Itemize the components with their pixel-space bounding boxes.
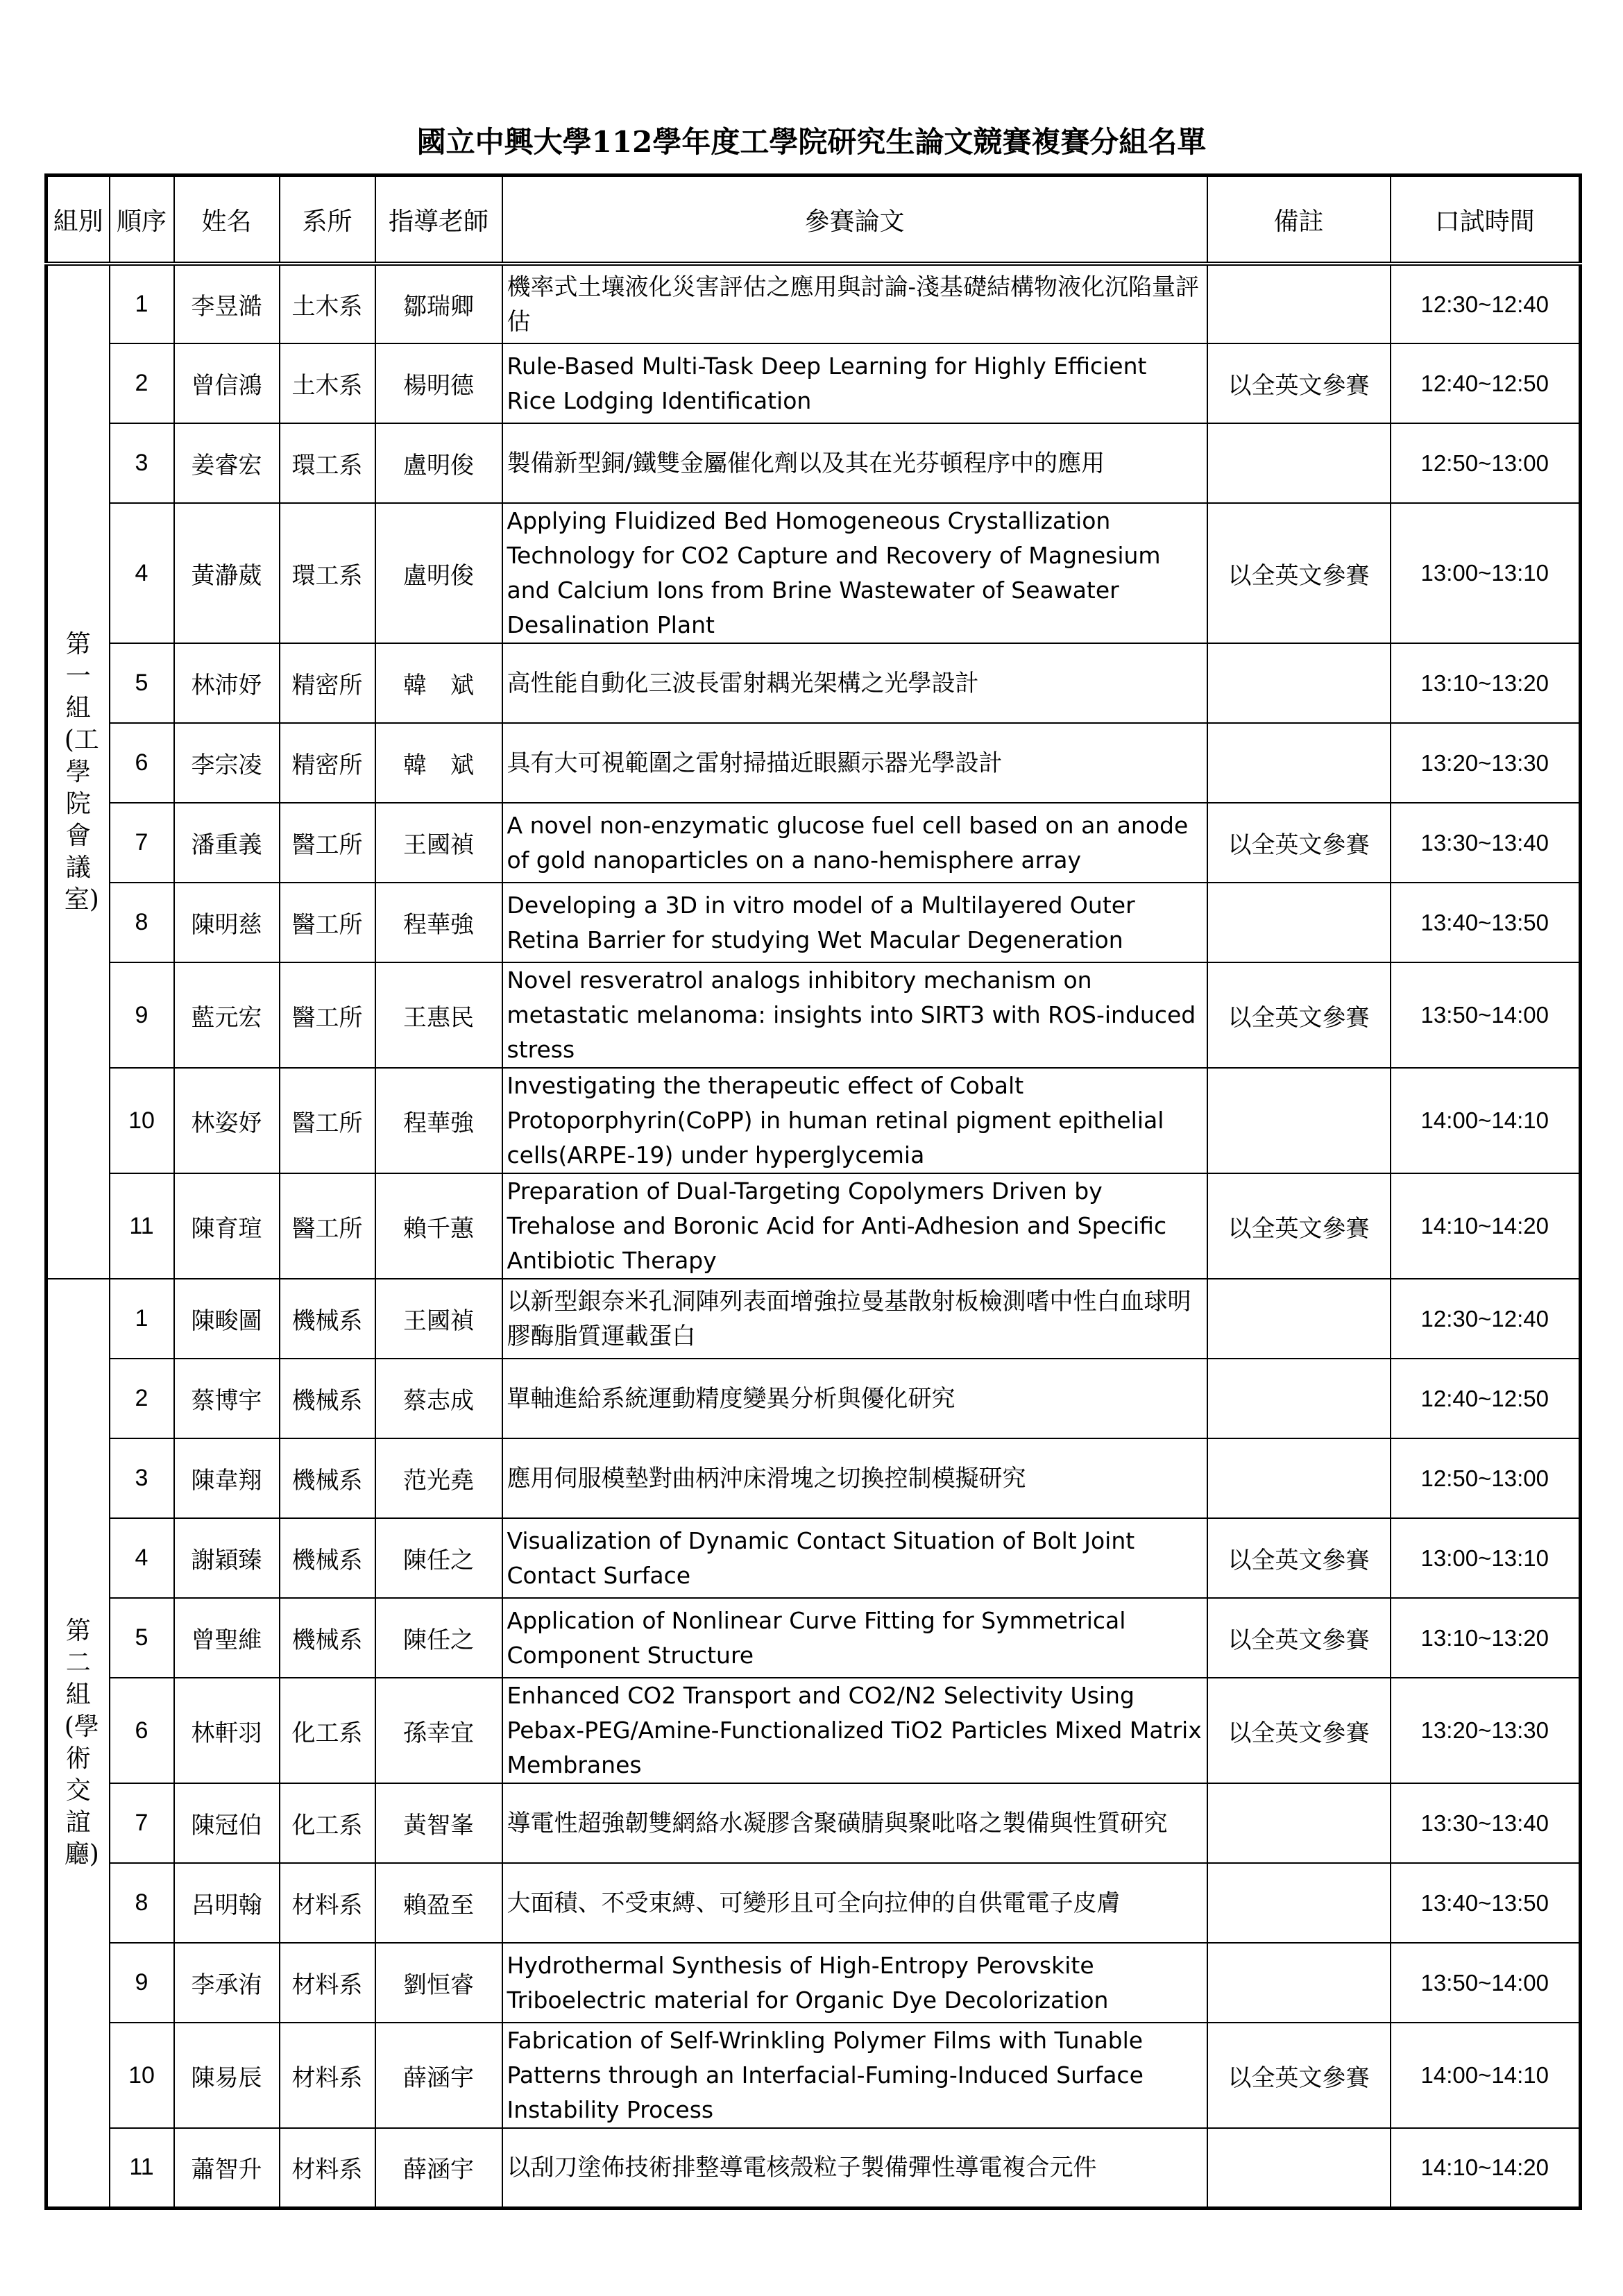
header-advisor: 指導老師 <box>375 176 502 264</box>
note-cell <box>1207 2128 1391 2208</box>
name-cell: 藍元宏 <box>174 962 280 1068</box>
order-cell: 11 <box>110 2128 174 2208</box>
dept-cell: 機械系 <box>280 1279 375 1359</box>
table-row <box>46 643 1581 723</box>
time-cell: 12:50~13:00 <box>1391 1438 1581 1518</box>
header-order: 順序 <box>110 176 174 264</box>
group-label-cell <box>46 1279 110 2208</box>
order-cell: 7 <box>110 1783 174 1863</box>
dept-cell: 醫工所 <box>280 962 375 1068</box>
name-cell: 陳育瑄 <box>174 1173 280 1279</box>
note-cell <box>1207 1279 1391 1359</box>
table-row <box>46 723 1581 803</box>
advisor-cell: 賴盈至 <box>375 1863 502 1943</box>
time-cell: 13:40~13:50 <box>1391 1863 1581 1943</box>
dept-cell: 精密所 <box>280 643 375 723</box>
name-cell: 黃瀞葳 <box>174 503 280 643</box>
paper-cell: 以新型銀奈米孔洞陣列表面增強拉曼基散射板檢測嗜中性白血球明膠酶脂質運載蛋白 <box>502 1279 1207 1359</box>
dept-cell: 化工系 <box>280 1783 375 1863</box>
time-cell: 14:10~14:20 <box>1391 1173 1581 1279</box>
name-cell: 曾信鴻 <box>174 343 280 423</box>
order-cell: 5 <box>110 1598 174 1678</box>
time-cell: 12:40~12:50 <box>1391 1359 1581 1438</box>
note-cell <box>1207 1783 1391 1863</box>
order-cell: 2 <box>110 343 174 423</box>
name-cell: 陳易辰 <box>174 2023 280 2128</box>
order-cell: 9 <box>110 962 174 1068</box>
order-cell: 1 <box>110 1279 174 1359</box>
dept-cell: 機械系 <box>280 1518 375 1598</box>
table-row <box>46 1359 1581 1438</box>
paper-cell: 高性能自動化三波長雷射耦光架構之光學設計 <box>502 643 1207 723</box>
order-cell: 6 <box>110 1678 174 1783</box>
time-cell: 13:50~14:00 <box>1391 1943 1581 2023</box>
paper-cell: 以刮刀塗佈技術排整導電核殼粒子製備彈性導電複合元件 <box>502 2128 1207 2208</box>
advisor-cell: 賴千蕙 <box>375 1173 502 1279</box>
advisor-cell: 楊明德 <box>375 343 502 423</box>
advisor-cell: 陳任之 <box>375 1598 502 1678</box>
paper-cell: Enhanced CO2 Transport and CO2/N2 Selectivity Using Pebax-PEG/Amine-Functionalized TiO2 Particles Mixed Matrix Membranes <box>502 1678 1207 1783</box>
advisor-cell: 范光堯 <box>375 1438 502 1518</box>
advisor-cell: 薛涵宇 <box>375 2023 502 2128</box>
advisor-cell: 盧明俊 <box>375 503 502 643</box>
table-row <box>46 1068 1581 1173</box>
advisor-cell: 孫幸宜 <box>375 1678 502 1783</box>
advisor-cell: 盧明俊 <box>375 423 502 503</box>
paper-cell: A novel non-enzymatic glucose fuel cell based on an anode of gold nanoparticles on a nano-hemisphere array <box>502 803 1207 883</box>
dept-cell: 環工系 <box>280 423 375 503</box>
paper-cell: 大面積、不受束縛、可變形且可全向拉伸的自供電電子皮膚 <box>502 1863 1207 1943</box>
advisor-cell: 王國禎 <box>375 1279 502 1359</box>
dept-cell: 醫工所 <box>280 803 375 883</box>
order-cell: 8 <box>110 883 174 962</box>
table-row <box>46 1279 1581 1359</box>
advisor-cell: 程華強 <box>375 1068 502 1173</box>
name-cell: 蕭智升 <box>174 2128 280 2208</box>
dept-cell: 土木系 <box>280 343 375 423</box>
dept-cell: 材料系 <box>280 2128 375 2208</box>
name-cell: 蔡博宇 <box>174 1359 280 1438</box>
time-cell: 13:20~13:30 <box>1391 723 1581 803</box>
table-row <box>46 423 1581 503</box>
advisor-cell: 程華強 <box>375 883 502 962</box>
table-row <box>46 1783 1581 1863</box>
name-cell: 李昱澔 <box>174 264 280 343</box>
order-cell: 4 <box>110 503 174 643</box>
dept-cell: 化工系 <box>280 1678 375 1783</box>
dept-cell: 材料系 <box>280 1863 375 1943</box>
table-row <box>46 1518 1581 1598</box>
paper-cell: Applying Fluidized Bed Homogeneous Crystallization Technology for CO2 Capture and Recovery of Magnesium and Calcium Ions from Brine Wastewater of Seawater Desalination Plant <box>502 503 1207 643</box>
time-cell: 13:20~13:30 <box>1391 1678 1581 1783</box>
name-cell: 謝穎臻 <box>174 1518 280 1598</box>
time-cell: 13:10~13:20 <box>1391 643 1581 723</box>
advisor-cell: 劉恒睿 <box>375 1943 502 2023</box>
table-row <box>46 1438 1581 1518</box>
group-label-cell <box>46 264 110 1279</box>
time-cell: 12:30~12:40 <box>1391 1279 1581 1359</box>
table-row <box>46 2023 1581 2128</box>
advisor-cell: 鄒瑞卿 <box>375 264 502 343</box>
header-dept: 系所 <box>280 176 375 264</box>
note-cell <box>1207 723 1391 803</box>
name-cell: 林姿妤 <box>174 1068 280 1173</box>
name-cell: 陳畯圖 <box>174 1279 280 1359</box>
dept-cell: 精密所 <box>280 723 375 803</box>
advisor-cell: 蔡志成 <box>375 1359 502 1438</box>
name-cell: 曾聖維 <box>174 1598 280 1678</box>
name-cell: 李宗凌 <box>174 723 280 803</box>
header-paper: 參賽論文 <box>502 176 1207 264</box>
time-cell: 12:50~13:00 <box>1391 423 1581 503</box>
paper-cell: 導電性超強韌雙網絡水凝膠含聚磺腈與聚吡咯之製備與性質研究 <box>502 1783 1207 1863</box>
paper-cell: Hydrothermal Synthesis of High-Entropy Perovskite Triboelectric material for Organic Dye Decolorization <box>502 1943 1207 2023</box>
note-cell: 以全英文參賽 <box>1207 1678 1391 1783</box>
note-cell: 以全英文參賽 <box>1207 2023 1391 2128</box>
dept-cell: 土木系 <box>280 264 375 343</box>
order-cell: 9 <box>110 1943 174 2023</box>
table-row <box>46 264 1581 343</box>
paper-cell: Rule-Based Multi-Task Deep Learning for Highly Efficient Rice Lodging Identification <box>502 343 1207 423</box>
paper-cell: 具有大可視範圍之雷射掃描近眼顯示器光學設計 <box>502 723 1207 803</box>
order-cell: 6 <box>110 723 174 803</box>
name-cell: 呂明翰 <box>174 1863 280 1943</box>
paper-cell: Fabrication of Self-Wrinkling Polymer Films with Tunable Patterns through an Interfacial-Fuming-Induced Surface Instability Process <box>502 2023 1207 2128</box>
order-cell: 11 <box>110 1173 174 1279</box>
time-cell: 12:40~12:50 <box>1391 343 1581 423</box>
note-cell <box>1207 643 1391 723</box>
table-row <box>46 883 1581 962</box>
table-row <box>46 1173 1581 1279</box>
table-row <box>46 503 1581 643</box>
note-cell <box>1207 1863 1391 1943</box>
advisor-cell: 王國禎 <box>375 803 502 883</box>
name-cell: 陳明慈 <box>174 883 280 962</box>
advisor-cell: 韓 斌 <box>375 643 502 723</box>
dept-cell: 機械系 <box>280 1438 375 1518</box>
header-row <box>46 176 1581 264</box>
time-cell: 14:00~14:10 <box>1391 1068 1581 1173</box>
note-cell <box>1207 1943 1391 2023</box>
order-cell: 4 <box>110 1518 174 1598</box>
note-cell: 以全英文參賽 <box>1207 962 1391 1068</box>
advisor-cell: 陳任之 <box>375 1518 502 1598</box>
paper-cell: Investigating the therapeutic effect of Cobalt Protoporphyrin(CoPP) in human retinal pigment epithelial cells(ARPE-19) under hyperglycemia <box>502 1068 1207 1173</box>
paper-cell: Novel resveratrol analogs inhibitory mechanism on metastatic melanoma: insights into SIRT3 with ROS-induced stress <box>502 962 1207 1068</box>
time-cell: 14:00~14:10 <box>1391 2023 1581 2128</box>
table-row <box>46 1943 1581 2023</box>
note-cell <box>1207 883 1391 962</box>
paper-cell: 應用伺服模墊對曲柄沖床滑塊之切換控制模擬研究 <box>502 1438 1207 1518</box>
header-name: 姓名 <box>174 176 280 264</box>
table-row <box>46 1678 1581 1783</box>
name-cell: 林沛妤 <box>174 643 280 723</box>
name-cell: 潘重義 <box>174 803 280 883</box>
dept-cell: 材料系 <box>280 2023 375 2128</box>
time-cell: 13:50~14:00 <box>1391 962 1581 1068</box>
dept-cell: 材料系 <box>280 1943 375 2023</box>
note-cell: 以全英文參賽 <box>1207 343 1391 423</box>
time-cell: 13:00~13:10 <box>1391 1518 1581 1598</box>
header-note: 備註 <box>1207 176 1391 264</box>
order-cell: 8 <box>110 1863 174 1943</box>
advisor-cell: 韓 斌 <box>375 723 502 803</box>
time-cell: 13:30~13:40 <box>1391 803 1581 883</box>
group-label: 第一組(工學院會議室) <box>64 629 99 914</box>
paper-cell: Application of Nonlinear Curve Fitting for Symmetrical Component Structure <box>502 1598 1207 1678</box>
note-cell <box>1207 423 1391 503</box>
dept-cell: 醫工所 <box>280 1173 375 1279</box>
paper-cell: 機率式土壤液化災害評估之應用與討論-淺基礎結構物液化沉陷量評估 <box>502 264 1207 343</box>
name-cell: 陳冠伯 <box>174 1783 280 1863</box>
note-cell <box>1207 264 1391 343</box>
note-cell: 以全英文參賽 <box>1207 503 1391 643</box>
name-cell: 林軒羽 <box>174 1678 280 1783</box>
order-cell: 1 <box>110 264 174 343</box>
page-title: 國立中興大學112學年度工學院研究生論文競賽複賽分組名單 <box>416 125 1207 159</box>
table-body <box>46 264 1581 2208</box>
table-row <box>46 962 1581 1068</box>
note-cell <box>1207 1068 1391 1173</box>
dept-cell: 機械系 <box>280 1598 375 1678</box>
time-cell: 14:10~14:20 <box>1391 2128 1581 2208</box>
dept-cell: 醫工所 <box>280 1068 375 1173</box>
paper-cell: 製備新型銅/鐵雙金屬催化劑以及其在光芬頓程序中的應用 <box>502 423 1207 503</box>
dept-cell: 機械系 <box>280 1359 375 1438</box>
note-cell: 以全英文參賽 <box>1207 1518 1391 1598</box>
advisor-cell: 薛涵宇 <box>375 2128 502 2208</box>
table-row <box>46 1863 1581 1943</box>
header-group: 組別 <box>46 176 110 264</box>
name-cell: 姜睿宏 <box>174 423 280 503</box>
order-cell: 10 <box>110 1068 174 1173</box>
name-cell: 李承洧 <box>174 1943 280 2023</box>
advisor-cell: 王惠民 <box>375 962 502 1068</box>
schedule-table <box>44 173 1582 2210</box>
name-cell: 陳韋翔 <box>174 1438 280 1518</box>
paper-cell: Visualization of Dynamic Contact Situation of Bolt Joint Contact Surface <box>502 1518 1207 1598</box>
time-cell: 13:10~13:20 <box>1391 1598 1581 1678</box>
table-row <box>46 2128 1581 2208</box>
paper-cell: Developing a 3D in vitro model of a Multilayered Outer Retina Barrier for studying Wet Macular Degeneration <box>502 883 1207 962</box>
table-row <box>46 343 1581 423</box>
note-cell: 以全英文參賽 <box>1207 1598 1391 1678</box>
group-label: 第二組(學術交誼廳) <box>64 1616 99 1869</box>
order-cell: 5 <box>110 643 174 723</box>
advisor-cell: 黃智峯 <box>375 1783 502 1863</box>
paper-cell: 單軸進給系統運動精度變異分析與優化研究 <box>502 1359 1207 1438</box>
dept-cell: 醫工所 <box>280 883 375 962</box>
order-cell: 3 <box>110 1438 174 1518</box>
header-time: 口試時間 <box>1391 176 1581 264</box>
order-cell: 10 <box>110 2023 174 2128</box>
time-cell: 13:00~13:10 <box>1391 503 1581 643</box>
note-cell: 以全英文參賽 <box>1207 1173 1391 1279</box>
paper-cell: Preparation of Dual-Targeting Copolymers Driven by Trehalose and Boronic Acid for Anti-Adhesion and Specific Antibiotic Therapy <box>502 1173 1207 1279</box>
order-cell: 2 <box>110 1359 174 1438</box>
time-cell: 13:40~13:50 <box>1391 883 1581 962</box>
table-row <box>46 1598 1581 1678</box>
note-cell <box>1207 1359 1391 1438</box>
dept-cell: 環工系 <box>280 503 375 643</box>
order-cell: 3 <box>110 423 174 503</box>
table-row <box>46 803 1581 883</box>
order-cell: 7 <box>110 803 174 883</box>
time-cell: 12:30~12:40 <box>1391 264 1581 343</box>
time-cell: 13:30~13:40 <box>1391 1783 1581 1863</box>
note-cell <box>1207 1438 1391 1518</box>
note-cell: 以全英文參賽 <box>1207 803 1391 883</box>
